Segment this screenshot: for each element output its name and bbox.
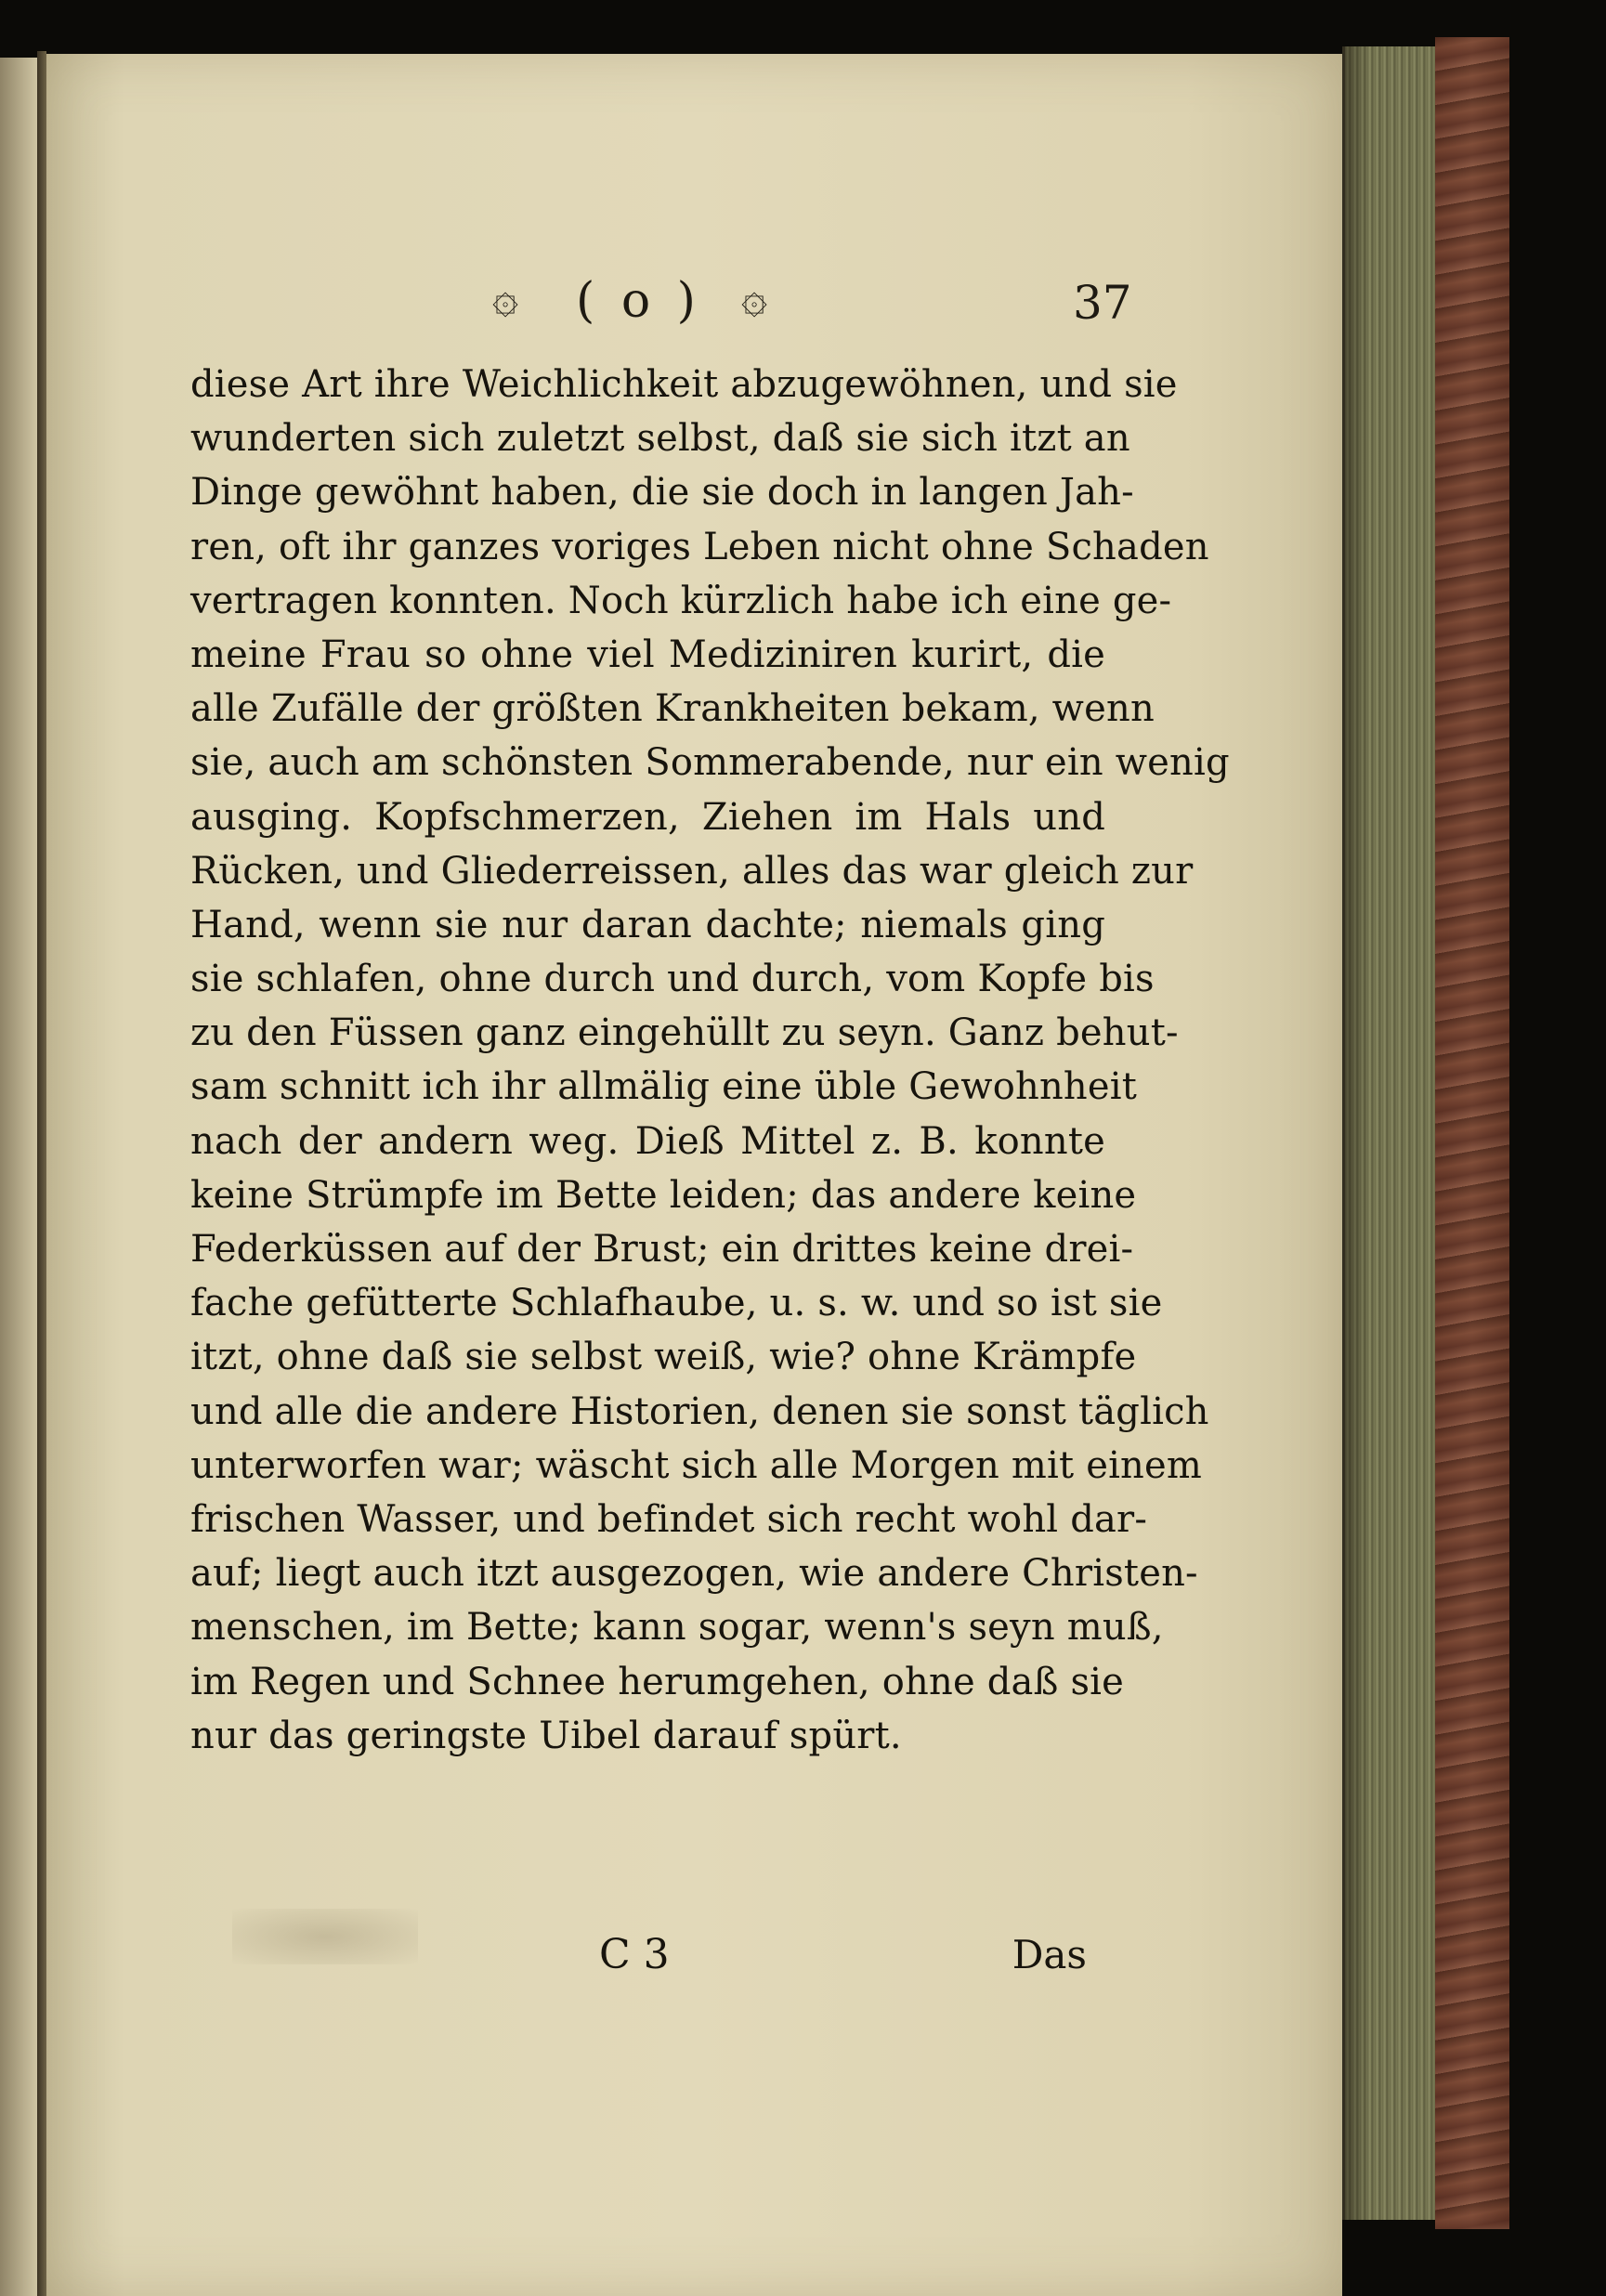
text-line: diese Art ihre Weichlichkeit abzugewöhnen, und sie xyxy=(190,363,1178,406)
text-line: vertragen konnten. Noch kürzlich habe ich eine ge- xyxy=(190,579,1172,622)
text-line: zu den Füssen ganz eingehüllt zu seyn. Ganz behut- xyxy=(190,1011,1179,1055)
text-line: Federküssen auf der Brust; ein drittes keine drei- xyxy=(190,1228,1134,1271)
text-line: ren, oft ihr ganzes voriges Leben nicht ohne Schaden xyxy=(190,525,1209,568)
text-line: ausging. Kopfschmerzen, Ziehen im Hals und xyxy=(190,795,1105,839)
page-footer xyxy=(190,1927,1105,1983)
text-line: itzt, ohne daß sie selbst weiß, wie? ohne Krämpfe xyxy=(190,1336,1137,1379)
text-line: Rücken, und Gliederreissen, alles das war gleich zur xyxy=(190,849,1194,893)
text-line: nur das geringste Uibel darauf spürt. xyxy=(190,1714,902,1757)
gutter xyxy=(37,51,46,2296)
text-line: alle Zufälle der größten Krankheiten bekam, wenn xyxy=(190,687,1155,731)
running-head: ( o ) xyxy=(576,273,701,329)
text-line: unterworfen war; wäscht sich alle Morgen mit einem xyxy=(190,1443,1203,1487)
page-header xyxy=(186,269,1132,334)
text-line: Hand, wenn sie nur daran dachte; niemals ging xyxy=(190,903,1105,946)
ornament-left-icon: ۞ xyxy=(492,271,519,323)
marbled-cover xyxy=(1435,37,1509,2229)
text-line: auf; liegt auch itzt ausgezogen, wie andere Christen- xyxy=(190,1552,1198,1596)
text-line: wunderten sich zuletzt selbst, daß sie sich itzt an xyxy=(190,417,1130,461)
body-text xyxy=(190,358,1230,1763)
text-line: sie schlafen, ohne durch und durch, vom Kopfe bis xyxy=(190,958,1155,1001)
text-line: sie, auch am schönsten Sommerabende, nur ein wenig xyxy=(190,741,1230,785)
text-line: Dinge gewöhnt haben, die sie doch in langen Jah- xyxy=(190,471,1134,515)
signature-mark: C 3 xyxy=(599,1931,670,1978)
text-line: im Regen und Schnee herumgehen, ohne daß sie xyxy=(190,1660,1125,1703)
text-line: und alle die andere Historien, denen sie sonst täglich xyxy=(190,1389,1209,1433)
text-line: keine Strümpfe im Bette leiden; das andere keine xyxy=(190,1173,1137,1217)
background-dark xyxy=(1509,0,1606,2296)
text-line: fache gefütterte Schlafhaube, u. s. w. und so ist sie xyxy=(190,1282,1163,1325)
text-line: sam schnitt ich ihr allmälig eine üble Gewohnheit xyxy=(190,1065,1138,1109)
facing-page-edge xyxy=(0,58,37,2296)
text-line: menschen, im Bette; kann sogar, wenn's seyn muß, xyxy=(190,1606,1164,1650)
catchword: Das xyxy=(1012,1932,1087,1977)
text-line: nach der andern weg. Dieß Mittel z. B. konnte xyxy=(190,1119,1105,1163)
page-number: 37 xyxy=(1073,276,1132,330)
ornament-right-icon: ۞ xyxy=(741,271,768,323)
page-edges-shadow xyxy=(1342,46,1370,2220)
text-line: frischen Wasser, und befindet sich recht wohl dar- xyxy=(190,1497,1148,1541)
text-line: meine Frau so ohne viel Mediziniren kurirt, die xyxy=(190,633,1105,676)
